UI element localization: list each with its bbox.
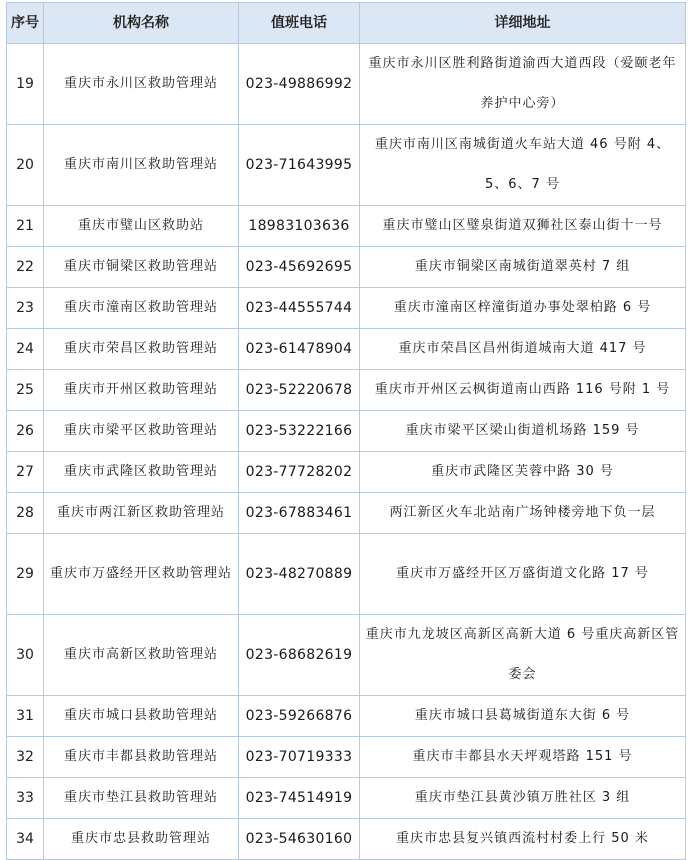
table-row xyxy=(7,206,686,247)
table-row xyxy=(7,329,686,370)
cell-address: 重庆市万盛经开区万盛街道文化路 17 号 xyxy=(360,534,686,615)
cell-name: 重庆市璧山区救助站 xyxy=(44,206,239,247)
cell-index: 30 xyxy=(7,615,44,696)
cell-index: 32 xyxy=(7,737,44,778)
cell-phone: 023-77728202 xyxy=(239,452,360,493)
header-name: 机构名称 xyxy=(44,3,239,44)
table-row xyxy=(7,696,686,737)
cell-phone: 023-44555744 xyxy=(239,288,360,329)
cell-phone: 023-61478904 xyxy=(239,329,360,370)
cell-phone: 023-49886992 xyxy=(239,44,360,125)
cell-index: 34 xyxy=(7,819,44,860)
cell-index: 33 xyxy=(7,778,44,819)
cell-name: 重庆市忠县救助管理站 xyxy=(44,819,239,860)
cell-address: 重庆市丰都县水天坪观塔路 151 号 xyxy=(360,737,686,778)
cell-phone: 023-68682619 xyxy=(239,615,360,696)
table-row xyxy=(7,247,686,288)
cell-index: 24 xyxy=(7,329,44,370)
cell-address: 两江新区火车北站南广场钟楼旁地下负一层 xyxy=(360,493,686,534)
cell-name: 重庆市武隆区救助管理站 xyxy=(44,452,239,493)
table-row xyxy=(7,534,686,615)
cell-name: 重庆市潼南区救助管理站 xyxy=(44,288,239,329)
cell-phone: 023-74514919 xyxy=(239,778,360,819)
cell-name: 重庆市垫江县救助管理站 xyxy=(44,778,239,819)
cell-address: 重庆市开州区云枫街道南山西路 116 号附 1 号 xyxy=(360,370,686,411)
header-address: 详细地址 xyxy=(360,3,686,44)
table-header-row xyxy=(7,3,686,44)
cell-phone: 023-45692695 xyxy=(239,247,360,288)
table-row xyxy=(7,819,686,860)
cell-address: 重庆市垫江县黄沙镇万胜社区 3 组 xyxy=(360,778,686,819)
cell-phone: 023-70719333 xyxy=(239,737,360,778)
cell-index: 21 xyxy=(7,206,44,247)
cell-address: 重庆市忠县复兴镇西流村村委上行 50 米 xyxy=(360,819,686,860)
table-row xyxy=(7,778,686,819)
cell-name: 重庆市永川区救助管理站 xyxy=(44,44,239,125)
cell-name: 重庆市两江新区救助管理站 xyxy=(44,493,239,534)
table-container xyxy=(6,2,686,860)
table-row xyxy=(7,737,686,778)
table-row xyxy=(7,288,686,329)
cell-phone: 023-59266876 xyxy=(239,696,360,737)
cell-name: 重庆市开州区救助管理站 xyxy=(44,370,239,411)
table-row xyxy=(7,411,686,452)
cell-index: 27 xyxy=(7,452,44,493)
cell-phone: 023-53222166 xyxy=(239,411,360,452)
table-row xyxy=(7,452,686,493)
cell-name: 重庆市梁平区救助管理站 xyxy=(44,411,239,452)
cell-address: 重庆市梁平区梁山街道机场路 159 号 xyxy=(360,411,686,452)
cell-index: 25 xyxy=(7,370,44,411)
cell-address: 重庆市城口县葛城街道东大街 6 号 xyxy=(360,696,686,737)
table-row xyxy=(7,44,686,125)
cell-address: 重庆市铜梁区南城街道翠英村 7 组 xyxy=(360,247,686,288)
cell-address: 重庆市璧山区璧泉街道双狮社区泰山街十一号 xyxy=(360,206,686,247)
cell-address: 重庆市九龙坡区高新区高新大道 6 号重庆高新区管委会 xyxy=(360,615,686,696)
cell-phone: 023-71643995 xyxy=(239,125,360,206)
table-row xyxy=(7,370,686,411)
cell-index: 23 xyxy=(7,288,44,329)
cell-index: 22 xyxy=(7,247,44,288)
table-row xyxy=(7,615,686,696)
cell-index: 29 xyxy=(7,534,44,615)
cell-name: 重庆市万盛经开区救助管理站 xyxy=(44,534,239,615)
cell-name: 重庆市铜梁区救助管理站 xyxy=(44,247,239,288)
header-phone: 值班电话 xyxy=(239,3,360,44)
cell-phone: 023-54630160 xyxy=(239,819,360,860)
cell-index: 26 xyxy=(7,411,44,452)
cell-name: 重庆市城口县救助管理站 xyxy=(44,696,239,737)
cell-index: 28 xyxy=(7,493,44,534)
table-row xyxy=(7,493,686,534)
cell-index: 20 xyxy=(7,125,44,206)
cell-name: 重庆市丰都县救助管理站 xyxy=(44,737,239,778)
cell-phone: 023-52220678 xyxy=(239,370,360,411)
cell-phone: 18983103636 xyxy=(239,206,360,247)
cell-name: 重庆市荣昌区救助管理站 xyxy=(44,329,239,370)
cell-name: 重庆市高新区救助管理站 xyxy=(44,615,239,696)
cell-name: 重庆市南川区救助管理站 xyxy=(44,125,239,206)
cell-index: 19 xyxy=(7,44,44,125)
cell-address: 重庆市武隆区芙蓉中路 30 号 xyxy=(360,452,686,493)
cell-phone: 023-48270889 xyxy=(239,534,360,615)
cell-phone: 023-67883461 xyxy=(239,493,360,534)
cell-index: 31 xyxy=(7,696,44,737)
cell-address: 重庆市南川区南城街道火车站大道 46 号附 4、5、6、7 号 xyxy=(360,125,686,206)
rescue-station-table xyxy=(6,2,686,860)
cell-address: 重庆市荣昌区昌州街道城南大道 417 号 xyxy=(360,329,686,370)
header-index: 序号 xyxy=(7,3,44,44)
table-row xyxy=(7,125,686,206)
cell-address: 重庆市永川区胜利路街道渝西大道西段（爱颐老年养护中心旁） xyxy=(360,44,686,125)
cell-address: 重庆市潼南区梓潼街道办事处翠柏路 6 号 xyxy=(360,288,686,329)
